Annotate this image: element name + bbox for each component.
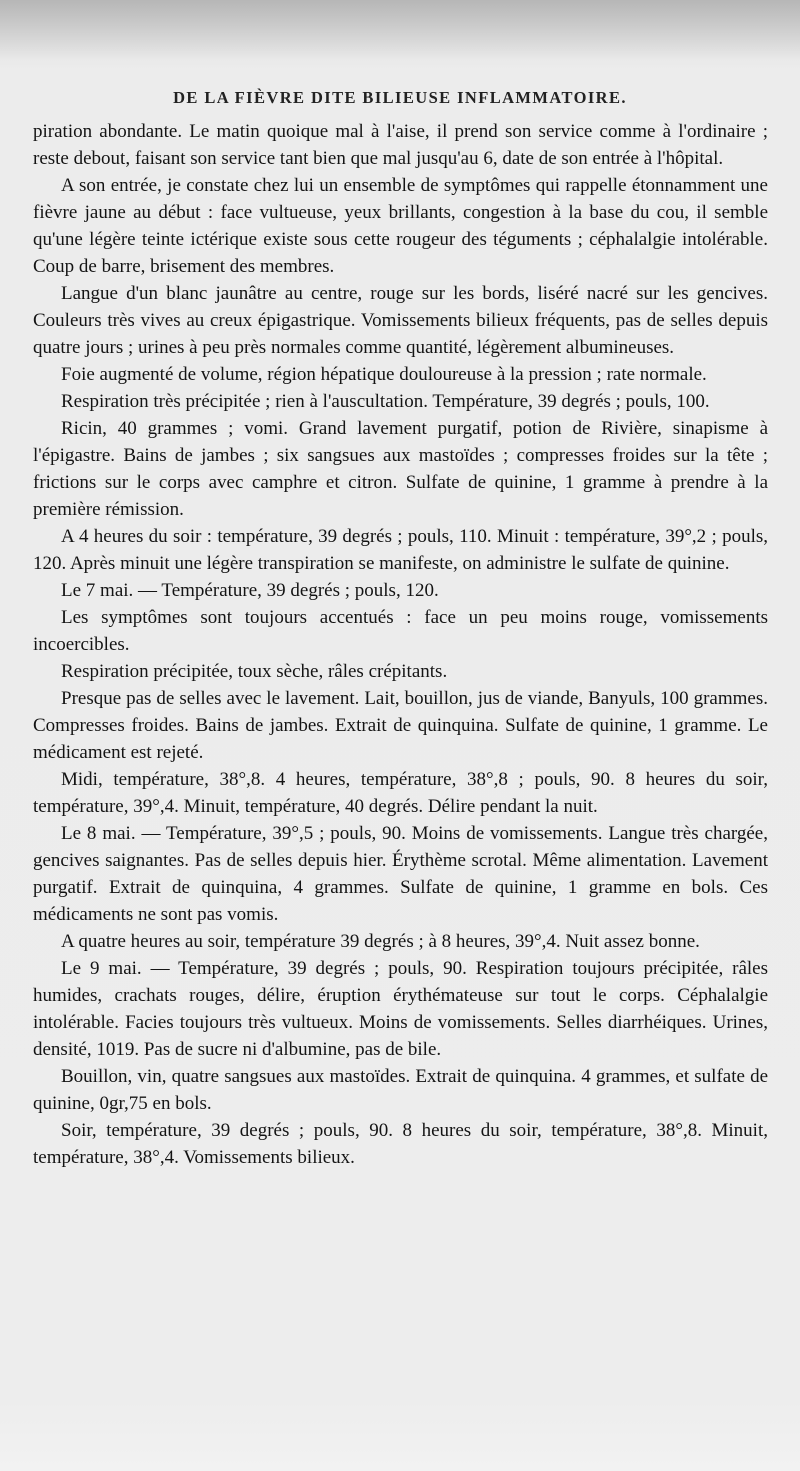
paragraph: A quatre heures au soir, température 39 degrés ; à 8 heures, 39°,4. Nuit assez bonne.	[61, 931, 700, 952]
paragraph: Le 7 mai. — Température, 39 degrés ; pouls, 120.	[61, 580, 439, 601]
paragraph: Foie augmenté de volume, région hépatique douloureuse à la pression ; rate normale.	[61, 364, 707, 385]
paragraph: Respiration précipitée, toux sèche, râles crépitants.	[61, 661, 448, 682]
paragraph: Soir, température, 39 degrés ; pouls, 90. 8 heures du soir, température, 38°,8. Minuit, température, 38°,4. Vomissements bilieux.	[33, 1120, 768, 1168]
paragraph: Midi, température, 38°,8. 4 heures, température, 38°,8 ; pouls, 90. 8 heures du soir, température, 39°,4. Minuit, température, 40 degrés. Délire pendant la nuit.	[33, 769, 768, 817]
paragraph: Le 9 mai. — Température, 39 degrés ; pouls, 90. Respiration toujours précipitée, râles humides, crachats rouges, délire, éruption érythémateuse sur tout le corps. Céphalalgie intolérable. Facies toujours très vultueux. Moins de vomissements. Selles diarrhéiques. Urines, densité, 1019. Pas de sucre ni d'albumine, pas de bile.	[33, 958, 768, 1060]
running-title: DE LA FIÈVRE DITE BILIEUSE INFLAMMATOIRE.	[173, 88, 627, 107]
paragraph: Le 8 mai. — Température, 39°,5 ; pouls, 90. Moins de vomissements. Langue très chargée, gencives saignantes. Pas de selles depuis hier. Érythème scrotal. Même alimentation. Lavement purgatif. Extrait de quinquina, 4 grammes. Sulfate de quinine, 1 gramme en bols. Ces médicaments ne sont pas vomis.	[33, 823, 768, 925]
paragraph: Bouillon, vin, quatre sangsues aux mastoïdes. Extrait de quinquina. 4 grammes, et sulfate de quinine, 0gr,75 en bols.	[33, 1066, 768, 1114]
paragraph: Presque pas de selles avec le lavement. Lait, bouillon, jus de viande, Banyuls, 100 grammes. Compresses froides. Bains de jambes. Extrait de quinquina. Sulfate de quinine, 1 gramme. Le médicament est rejeté.	[33, 688, 768, 763]
paragraph: Les symptômes sont toujours accentués : face un peu moins rouge, vomissements incoercibles.	[33, 607, 768, 655]
paragraph: Langue d'un blanc jaunâtre au centre, rouge sur les bords, liséré nacré sur les gencives. Couleurs très vives au creux épigastrique. Vomissements bilieux fréquents, pas de selles depuis quatre jours ; urines à peu près normales comme quantité, légèrement albumineuses.	[33, 283, 768, 358]
paragraph: Ricin, 40 grammes ; vomi. Grand lavement purgatif, potion de Rivière, sinapisme à l'épigastre. Bains de jambes ; six sangsues aux mastoïdes ; compresses froides sur la tête ; frictions sur le corps avec camphre et citron. Sulfate de quinine, 1 gramme à prendre à la première rémission.	[33, 418, 768, 520]
paragraph: Respiration très précipitée ; rien à l'auscultation. Température, 39 degrés ; pouls, 100.	[61, 391, 710, 412]
body-text	[33, 118, 768, 1171]
paragraph: A 4 heures du soir : température, 39 degrés ; pouls, 110. Minuit : température, 39°,2 ; pouls, 120. Après minuit une légère transpiration se manifeste, on administre le sulfate de quinine.	[33, 526, 768, 574]
paragraph: piration abondante. Le matin quoique mal à l'aise, il prend son service comme à l'ordinaire ; reste debout, faisant son service tant bien que mal jusqu'au 6, date de son entrée à l'hôpital.	[33, 121, 768, 169]
page-top-shadow	[0, 0, 800, 60]
paragraph: A son entrée, je constate chez lui un ensemble de symptômes qui rappelle étonnamment une fièvre jaune au début : face vultueuse, yeux brillants, congestion à la base du cou, il semble qu'une légère teinte ictérique existe sous cette rougeur des téguments ; céphalalgie intolérable. Coup de barre, brisement des membres.	[33, 175, 768, 277]
